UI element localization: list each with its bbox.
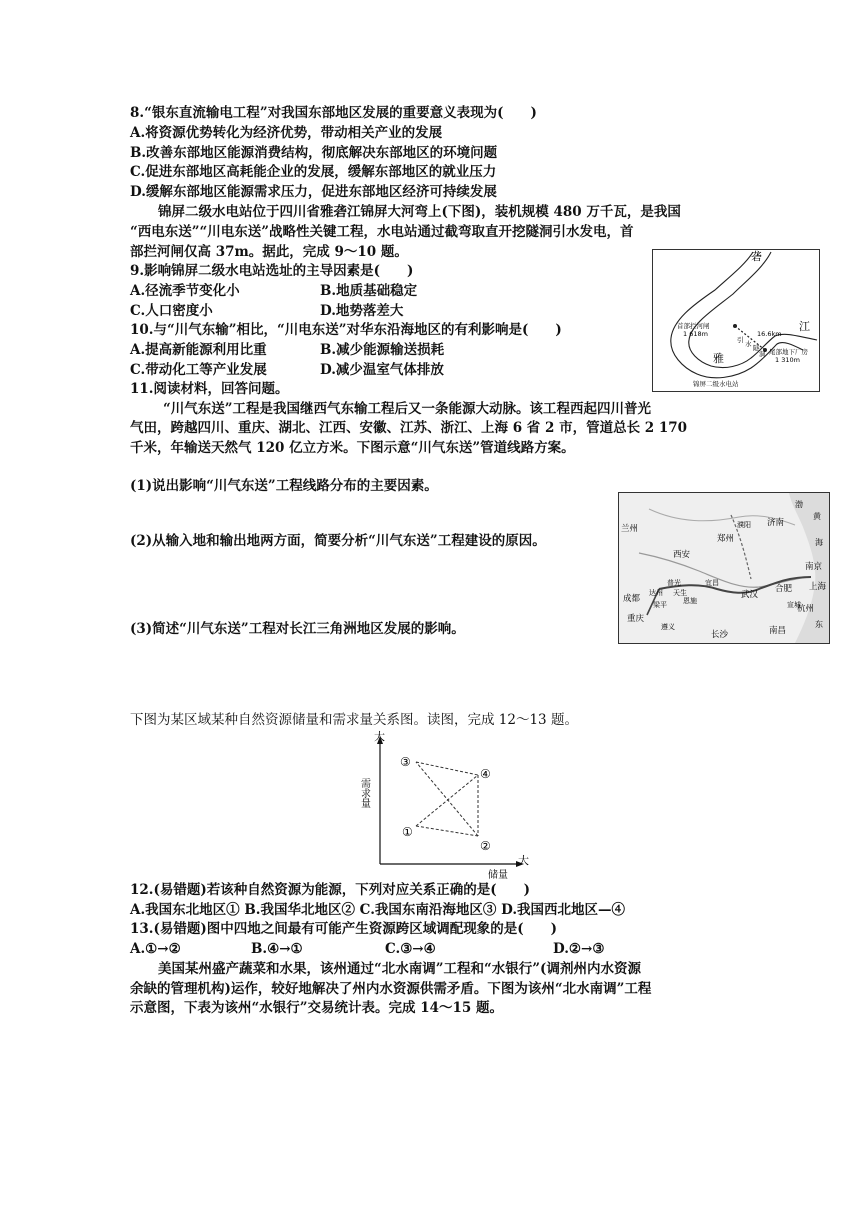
city-chongqing: 重庆 xyxy=(627,614,645,624)
city-puyang: 濮阳 xyxy=(737,521,751,529)
q10-option-b: B.减少能源输送损耗 xyxy=(320,342,445,358)
map1-gate-label: 首部拦河闸 xyxy=(677,322,710,330)
q9-option-a: A.径流季节变化小 xyxy=(130,283,240,299)
q11-para-line2: 气田，跨越四川、重庆、湖北、江西、安徽、江苏、浙江、上海 6 省 2 市，管道总长 2 170 xyxy=(130,420,688,436)
city-enshi: 恩施 xyxy=(683,597,697,605)
map1-caption: 锦屏二级水电站 xyxy=(693,380,739,388)
edge-1-2 xyxy=(416,826,478,836)
q11-sub1: (1)说出影响“川气东送”工程线路分布的主要因素。 xyxy=(130,478,438,494)
passage1-line3: 部拦河闸仅高 37m。据此，完成 9～10 题。 xyxy=(130,244,408,260)
point-3: ③ xyxy=(400,755,411,769)
sea-label-1: 渤 xyxy=(795,500,803,509)
q10-option-a: A.提高新能源利用比重 xyxy=(130,342,267,358)
q8-option-d: D.缓解东部地区能源需求压力，促进东部地区经济可持续发展 xyxy=(130,184,497,200)
q13-stem: 13.(易错题)图中四地之间最有可能产生资源跨区域调配现象的是( ) xyxy=(130,921,558,937)
intro-q12-13: 下图为某区域某种自然资源储量和需求量关系图。读图，完成 12～13 题。 xyxy=(130,712,578,728)
q9-stem: 9.影响锦屏二级水电站选址的主导因素是( ) xyxy=(130,263,414,279)
city-nanchang: 南昌 xyxy=(769,626,787,636)
q10-stem: 10.与“川气东输”相比，“川电东送”对华东沿海地区的有利影响是( ) xyxy=(130,322,562,338)
q8-stem: 8.“银东直流输电工程”对我国东部地区发展的重要意义表现为( ) xyxy=(130,105,537,121)
q12-options: A.我国东北地区① B.我国华北地区② C.我国东南沿海地区③ D.我国西北地区—④ xyxy=(130,902,626,918)
map1-tunnel-1: 引 xyxy=(737,336,744,344)
passage3-line2: 余缺的管理机构)运作，较好地解决了州内水资源供需矛盾。下图为该州“北水南调”工程 xyxy=(130,981,652,997)
passage1-line2: “西电东送”“川电东送”战略性关键工程，水电站通过截弯取直开挖隧洞引水发电，首 xyxy=(130,224,634,240)
point-4: ④ xyxy=(480,767,491,781)
q8-option-c: C.促进东部地区高耗能企业的发展，缓解东部地区的就业压力 xyxy=(130,164,497,180)
q9-option-c: C.人口密度小 xyxy=(130,303,213,319)
city-lanzhou: 兰州 xyxy=(621,524,639,534)
resource-chart xyxy=(350,730,540,880)
city-tiansheng: 天生 xyxy=(673,589,687,597)
passage3-line3: 示意图，下表为该州“水银行”交易统计表。完成 14～15 题。 xyxy=(130,1000,504,1016)
sea-label-2: 黄 xyxy=(813,512,821,521)
city-jinan: 济南 xyxy=(767,518,785,528)
q10-option-d: D.减少温室气体排放 xyxy=(320,362,444,378)
map1-tunnel-3: 隧 xyxy=(753,344,760,352)
q11-para-line3: 千米，年输送天然气 120 亿立方米。下图示意“川气东送”管道线路方案。 xyxy=(130,440,575,456)
city-changsha: 长沙 xyxy=(711,630,729,640)
city-zhengzhou: 郑州 xyxy=(717,534,735,544)
sea-label-4: 东 xyxy=(815,620,823,629)
q12-stem: 12.(易错题)若该种自然资源为能源，下列对应关系正确的是( ) xyxy=(130,882,531,898)
city-yichang: 宜昌 xyxy=(705,579,719,587)
city-puguang: 普光 xyxy=(667,579,681,587)
q11-sub3: (3)简述“川气东送”工程对长江三角洲地区发展的影响。 xyxy=(130,621,465,637)
sea-label-3: 海 xyxy=(815,538,823,547)
q9-option-d: D.地势落差大 xyxy=(320,303,404,319)
q13-option-a: A.①→② xyxy=(130,941,181,957)
passage3-line1: 美国某州盛产蔬菜和水果，该州通过“北水南调”工程和“水银行”(调剂州内水资源 xyxy=(158,961,641,977)
city-nanjing: 南京 xyxy=(805,562,823,572)
city-hangzhou: 杭州 xyxy=(797,604,815,614)
pipeline-map xyxy=(618,492,830,644)
city-wuhan: 武汉 xyxy=(741,590,759,600)
q11-stem: 11.阅读材料，回答问题。 xyxy=(130,381,289,397)
q9-option-b: B.地质基础稳定 xyxy=(320,283,418,299)
q11-sub2: (2)从输入地和输出地两方面，简要分析“川气东送”工程建设的原因。 xyxy=(130,533,546,549)
city-xuancheng: 宣城 xyxy=(787,601,801,609)
q13-option-c: C.③→④ xyxy=(385,941,436,957)
map1-char-bottom: 雅 xyxy=(713,352,724,365)
city-chengdu: 成都 xyxy=(623,594,641,604)
point-2: ② xyxy=(480,839,491,853)
q11-para-line1: “川气东送”工程是我国继西气东输工程后又一条能源大动脉。该工程西起四川普光 xyxy=(163,401,652,417)
city-dazhou: 达州 xyxy=(649,589,663,597)
map1-plant-elevation: 1 310m xyxy=(775,356,800,364)
gate-marker xyxy=(733,324,737,328)
x-axis-right-label: 大 xyxy=(518,854,529,867)
city-shanghai: 上海 xyxy=(809,582,827,592)
point-1: ① xyxy=(402,825,413,839)
city-xian: 西安 xyxy=(673,550,691,560)
map1-distance: 16.6km xyxy=(757,330,782,338)
city-zunyi: 遵义 xyxy=(661,623,675,631)
edge-2-3 xyxy=(416,762,478,836)
jinping-map xyxy=(652,249,820,392)
q10-option-c: C.带动化工等产业发展 xyxy=(130,362,267,378)
q13-option-b: B.④→① xyxy=(251,941,303,957)
city-hefei: 合肥 xyxy=(775,584,793,594)
q13-option-d: D.②→③ xyxy=(553,941,605,957)
passage1-line1: 锦屏二级水电站位于四川省雅砻江锦屏大河弯上(下图)，装机规模 480 万千瓦，是我国 xyxy=(158,204,681,220)
map1-tunnel-4: 洞 xyxy=(759,350,766,358)
map1-char-right: 江 xyxy=(799,320,810,333)
x-axis-label: 储量 xyxy=(488,870,508,880)
map1-char-top: 砻 xyxy=(751,250,762,263)
y-axis-label: 需求量 xyxy=(358,778,370,808)
q8-option-b: B.改善东部地区能源消费结构，彻底解决东部地区的环境问题 xyxy=(130,145,498,161)
map1-gate-elevation: 1 618m xyxy=(683,330,708,338)
city-liangping: 梁平 xyxy=(653,601,667,609)
map1-tunnel-2: 水 xyxy=(745,340,752,348)
y-axis-top-label: 大 xyxy=(374,730,385,743)
edge-1-4 xyxy=(416,775,478,826)
map1-plant-label: 尾部地下厂房 xyxy=(769,348,808,356)
q8-option-a: A.将资源优势转化为经济优势，带动相关产业的发展 xyxy=(130,125,443,141)
